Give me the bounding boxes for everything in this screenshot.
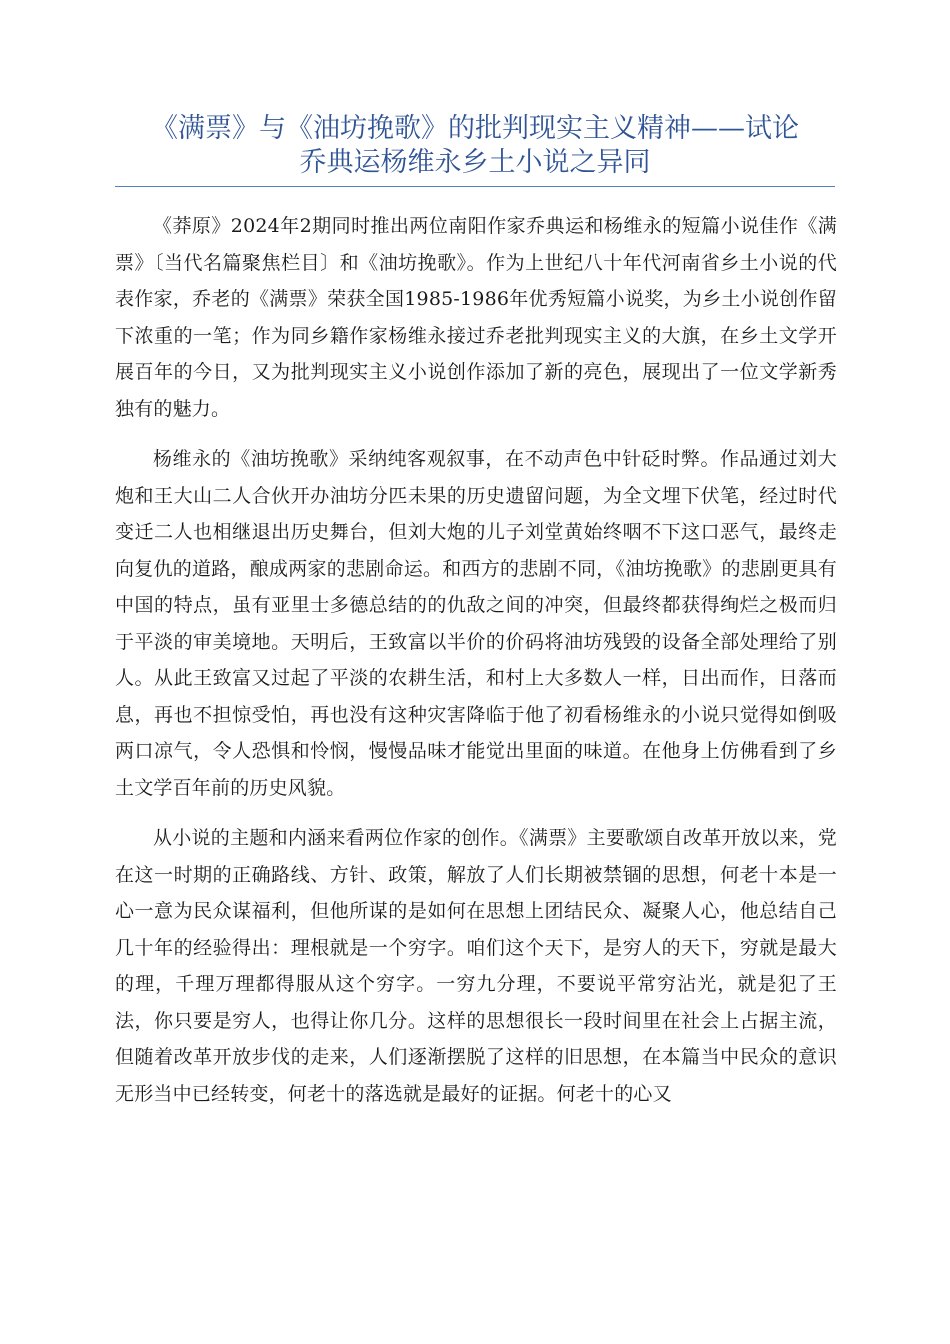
title-underline-divider [115,186,835,187]
paragraph-2: 杨维永的《油坊挽歌》采纳纯客观叙事，在不动声色中针砭时弊。作品通过刘大炮和王大山二人合伙开办油坊分匹未果的历史遗留问题，为全文埋下伏笔，经过时代变迁二人也相继退出历史舞台，但刘大炮的儿子刘堂黄始终咽不下这口恶气，最终走向复仇的道路，酿成两家的悲剧命运。和西方的悲剧不同，《油坊挽歌》的悲剧更具有中国的特点，虽有亚里士多德总结的的仇敌之间的冲突，但最终都获得绚烂之极而归于平淡的审美境地。天明后，王致富以半价的价码将油坊残毁的设备全部处理给了别人。从此王致富又过起了平淡的农耕生活，和村上大多数人一样，日出而作，日落而息，再也不担惊受怕，再也没有这种灾害降临于他了初看杨维永的小说只觉得如倒吸两口凉气，令人恐惧和怜悯，慢慢品味才能觉出里面的味道。在他身上仿佛看到了乡土文学百年前的历史风貌。 [115,448,837,799]
title-line-2: 乔典运杨维永乡土小说之异同 [299,147,651,178]
paragraph-1: 《莽原》2024年2期同时推出两位南阳作家乔典运和杨维永的短篇小说佳作《满票》〔当代名篇聚焦栏目〕和《油坊挽歌》。作为上世纪八十年代河南省乡土小说的代表作家，乔老的《满票》荣获全国1985-1986年优秀短篇小说奖，为乡土小说创作留下浓重的一笔；作为同乡籍作家杨维永接过乔老批判现实主义的大旗，在乡土文学开展百年的今日，又为批判现实主义小说创作添加了新的亮色，展现出了一位文学新秀独有的魅力。 [115,215,837,420]
paragraph-3: 从小说的主题和内涵来看两位作家的创作。《满票》主要歌颂自改革开放以来，党在这一时期的正确路线、方针、政策，解放了人们长期被禁锢的思想，何老十本是一心一意为民众谋福利，但他所谋的是如何在思想上团结民众、凝聚人心，他总结自己几十年的经验得出：理根就是一个穷字。咱们这个天下，是穷人的天下，穷就是最大的理，千理万理都得服从这个穷字。一穷九分理，不要说平常穷沾光，就是犯了王法，你只要是穷人，也得让你几分。这样的思想很长一段时间里在社会上占据主流，但随着改革开放步伐的走来，人们逐渐摆脱了这样的旧思想，在本篇当中民众的意识无形当中已经转变，何老十的落选就是最好的证据。何老十的心又 [115,827,837,1105]
document-title [115,112,835,180]
document-body [115,208,837,1126]
title-line-1: 《满票》与《油坊挽歌》的批判现实主义精神——试论 [151,113,799,144]
